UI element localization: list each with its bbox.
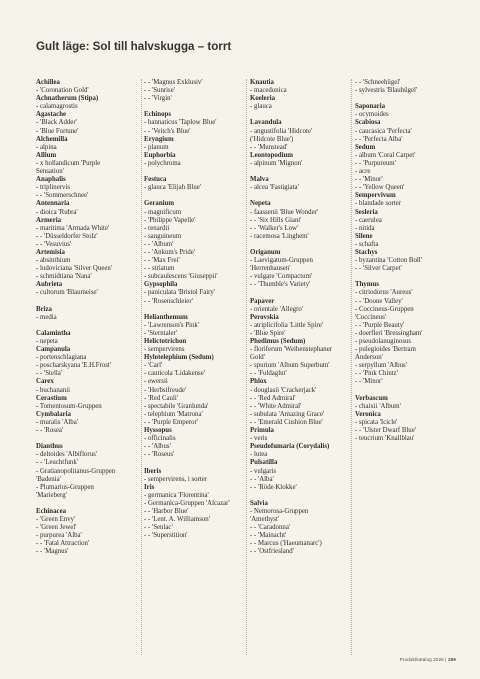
variety-entry: - ludoviciana 'Silver Queen' bbox=[36, 265, 113, 273]
genus-heading: Sedum bbox=[355, 143, 376, 151]
genus-heading: Sempervivum bbox=[355, 192, 396, 200]
variety-entry: 'Badenia' bbox=[36, 475, 61, 483]
page-footer bbox=[400, 657, 456, 662]
variety-entry: - - 'Red Admiral' bbox=[250, 394, 296, 402]
variety-entry: - - 'Lent. A. Williamson' bbox=[144, 516, 210, 524]
variety-entry: - planum bbox=[144, 143, 169, 151]
variety-entry: - alpinum 'Mignon' bbox=[250, 159, 303, 167]
variety-entry: - - 'Pink Chintz' bbox=[355, 370, 398, 378]
genus-heading: Knautia bbox=[250, 79, 274, 86]
variety-entry: - magnificum bbox=[144, 208, 182, 216]
column-3 bbox=[250, 79, 348, 557]
variety-entry: - x hollandicum 'Purple bbox=[36, 159, 101, 167]
variety-entry: - glauca bbox=[250, 103, 272, 111]
variety-entry: 'Coccineus' bbox=[355, 313, 386, 321]
variety-entry: - absinthium bbox=[36, 257, 71, 265]
variety-entry: - - 'Six Hills Giant' bbox=[250, 216, 302, 224]
variety-entry: - - 'Doone Valley' bbox=[355, 297, 403, 305]
genus-heading: Geranium bbox=[144, 200, 175, 208]
column-divider bbox=[351, 79, 352, 655]
variety-entry: - 'Black Adder' bbox=[36, 119, 77, 127]
variety-entry: - - 'Minor' bbox=[355, 176, 383, 184]
variety-entry: - - 'Emerald Cushion Blue' bbox=[250, 418, 323, 426]
variety-entry: - - 'Perfecta Alba' bbox=[355, 135, 403, 143]
variety-entry: - bannaticus 'Taplow Blue' bbox=[144, 119, 217, 127]
footer-separator: | bbox=[445, 657, 447, 662]
variety-entry: - teucrium 'Knallblau' bbox=[355, 435, 415, 443]
variety-entry: - purpurea 'Alba' bbox=[36, 532, 82, 540]
list-spacer bbox=[36, 322, 138, 330]
variety-entry: - - 'Fatal Attraction' bbox=[36, 540, 90, 548]
genus-heading: Campanula bbox=[36, 346, 71, 354]
variety-entry: - sanguineum bbox=[144, 232, 182, 240]
genus-heading: Iris bbox=[144, 483, 155, 491]
variety-entry: 'Amethyst' bbox=[250, 516, 280, 524]
variety-entry: - subcaulescens 'Giuseppii' bbox=[144, 273, 218, 281]
genus-heading: Euphorbia bbox=[144, 151, 176, 159]
variety-entry: - orientale 'Allegro' bbox=[250, 305, 304, 313]
variety-entry: Anderson' bbox=[355, 354, 383, 362]
variety-entry: - Germanica-Gruppen 'Alcazar' bbox=[144, 499, 230, 507]
genus-heading: Iberis bbox=[144, 467, 162, 475]
variety-entry: - - 'Purple Emperor' bbox=[144, 418, 198, 426]
variety-entry: 'Herrenhausen' bbox=[250, 265, 291, 273]
variety-entry: - - 'Yellow Queen' bbox=[355, 184, 405, 192]
column-divider bbox=[246, 79, 247, 655]
list-spacer bbox=[144, 306, 242, 314]
variety-entry: - Gratianopolitanus-Gruppen bbox=[36, 467, 116, 475]
variety-entry: - spicata 'Icicle' bbox=[355, 418, 398, 426]
variety-entry: - - 'Ostfriesland' bbox=[250, 548, 294, 556]
variety-entry: - floriferum 'Weihenstephaner bbox=[250, 346, 333, 354]
genus-heading: Alchemilla bbox=[36, 135, 68, 143]
genus-heading: Stachys bbox=[355, 248, 378, 256]
variety-entry: - racemosa 'Linghem' bbox=[250, 232, 309, 240]
genus-heading: Gypsophila bbox=[144, 281, 178, 289]
variety-entry: - - 'Röde Klokke' bbox=[250, 483, 297, 491]
variety-entry: - - 'Magnus' bbox=[36, 548, 69, 556]
variety-entry: - caerulea bbox=[355, 216, 382, 224]
genus-heading: Helianthemum bbox=[144, 313, 188, 321]
variety-entry: - - 'Vesuvius' bbox=[36, 240, 72, 248]
genus-heading: Carex bbox=[36, 378, 54, 386]
variety-entry: - - 'Albus' bbox=[144, 443, 171, 451]
variety-entry: - 'Coronation Gold' bbox=[36, 87, 89, 95]
variety-entry: - - 'Veitch's Blue' bbox=[144, 127, 191, 135]
variety-entry: - nepeta bbox=[36, 338, 58, 345]
variety-entry: - - 'Sommerschnee' bbox=[36, 192, 89, 200]
variety-entry: Sensation' bbox=[36, 168, 64, 176]
variety-entry: - 'Red Cauli' bbox=[144, 394, 179, 402]
genus-heading: Cerastium bbox=[36, 394, 67, 402]
variety-entry: - sempervirens bbox=[144, 346, 185, 354]
genus-heading: Armeria bbox=[36, 216, 62, 224]
genus-heading: Echinops bbox=[144, 111, 172, 119]
list-spacer bbox=[355, 387, 457, 395]
genus-heading: Antennaria bbox=[36, 200, 70, 208]
page-title: Gult läge: Sol till halvskugga – torrt bbox=[36, 40, 232, 53]
genus-heading: Saponaria bbox=[355, 103, 386, 111]
variety-entry: - maritima 'Armada White' bbox=[36, 224, 110, 232]
variety-entry: - - 'Harbor Blue' bbox=[144, 507, 189, 515]
variety-entry: - - 'Purple Beauty' bbox=[355, 321, 405, 329]
list-spacer bbox=[144, 459, 242, 467]
variety-entry: - - striatum bbox=[144, 265, 175, 273]
variety-entry: - schafta bbox=[355, 240, 379, 248]
variety-entry: - 'Herbstfreude' bbox=[144, 386, 187, 394]
column-2 bbox=[144, 79, 242, 540]
variety-entry: - citriodorus 'Aureus' bbox=[355, 289, 413, 297]
variety-entry: - - 'Fuldaglut' bbox=[250, 370, 287, 378]
variety-entry: - caucasica 'Perfecta' bbox=[355, 127, 412, 135]
genus-heading: Veronica bbox=[355, 410, 381, 418]
variety-entry: - - 'Munstead' bbox=[250, 143, 288, 151]
list-spacer bbox=[36, 435, 138, 443]
variety-entry: - 'Philippe Vapelle' bbox=[144, 216, 196, 224]
variety-entry: - - 'Minor' bbox=[355, 378, 383, 386]
variety-entry: - buchananii bbox=[36, 386, 71, 394]
catalog-label: Produktkatalog 2026 bbox=[399, 657, 444, 662]
variety-entry: - subulata 'Amazing Grace' bbox=[250, 410, 325, 418]
variety-entry: - 'Carl' bbox=[144, 362, 163, 370]
genus-heading: Hyssopus bbox=[144, 427, 172, 435]
variety-entry: - cauticola 'Lidakense' bbox=[144, 370, 205, 378]
genus-heading: Malva bbox=[250, 176, 269, 184]
list-spacer bbox=[250, 111, 348, 119]
list-spacer bbox=[250, 168, 348, 176]
genus-heading: Origanum bbox=[250, 248, 281, 256]
variety-entry: - alpina bbox=[36, 143, 57, 151]
list-spacer bbox=[250, 492, 348, 500]
variety-entry: - spectabile 'Granlunda' bbox=[144, 402, 209, 410]
genus-heading: Achillea bbox=[36, 79, 60, 86]
variety-entry: - muralis 'Alba' bbox=[36, 418, 78, 426]
variety-entry: - portenschlagiana bbox=[36, 354, 87, 362]
genus-heading: Agastache bbox=[36, 111, 67, 119]
variety-entry: - pseudolanuginosus bbox=[355, 338, 412, 345]
list-spacer bbox=[36, 298, 138, 306]
page-number: 269 bbox=[448, 657, 456, 662]
genus-heading: Hylotelephium (Sedum) bbox=[144, 354, 214, 362]
variety-entry: - triplinervis bbox=[36, 184, 71, 192]
variety-entry: - - 'Magnus Exklusiv' bbox=[144, 79, 203, 86]
variety-entry: - 'Green Jewel' bbox=[36, 524, 77, 532]
variety-entry: - alcea 'Fastigiata' bbox=[250, 184, 299, 192]
variety-entry: - Tomentosum-Gruppen bbox=[36, 402, 102, 410]
genus-heading: Phlox bbox=[250, 378, 267, 386]
variety-entry: - lutea bbox=[250, 451, 268, 459]
genus-heading: Aubrieta bbox=[36, 281, 63, 289]
genus-heading: Salvia bbox=[250, 499, 268, 507]
column-1 bbox=[36, 79, 138, 557]
variety-entry: - vulgare 'Compactum' bbox=[250, 273, 313, 281]
variety-entry: - - 'Rosenschleier' bbox=[144, 297, 193, 305]
variety-entry: - - 'Ankum's Pride' bbox=[144, 248, 196, 256]
variety-entry: - - 'White Admiral' bbox=[250, 402, 302, 410]
genus-heading: Allium bbox=[36, 151, 57, 159]
variety-entry: - polychroma bbox=[144, 159, 181, 167]
variety-entry: - - 'Caradonna' bbox=[250, 524, 291, 532]
variety-entry: - macedonica bbox=[250, 87, 287, 95]
variety-entry: - - 'Walker's Low' bbox=[250, 224, 299, 232]
column-divider bbox=[141, 79, 142, 655]
genus-heading: Cymbalaria bbox=[36, 410, 71, 418]
variety-entry: - dioica 'Rubra' bbox=[36, 208, 78, 216]
variety-entry: - - 'Max Frei' bbox=[144, 257, 180, 265]
list-spacer bbox=[355, 273, 457, 281]
variety-entry: - officinalis bbox=[144, 435, 176, 443]
variety-entry: - glauca 'Elijah Blue' bbox=[144, 184, 202, 192]
variety-entry: - faassenii 'Blue Wonder' bbox=[250, 208, 319, 216]
variety-entry: - telephium 'Matrona' bbox=[144, 410, 203, 418]
variety-entry: - ocymoides bbox=[355, 111, 389, 119]
variety-entry: - Coccineus-Gruppen bbox=[355, 305, 414, 313]
variety-entry: - - 'Virgin' bbox=[144, 95, 172, 103]
list-spacer bbox=[144, 192, 242, 200]
column-4 bbox=[355, 79, 457, 443]
genus-heading: Achnatherum (Stipa) bbox=[36, 95, 99, 103]
genus-heading: Lavandula bbox=[250, 119, 282, 127]
variety-entry: - doerfleri 'Bressingham' bbox=[355, 329, 423, 337]
genus-heading: Koeleria bbox=[250, 95, 276, 103]
genus-heading: Helictotrichon bbox=[144, 338, 187, 345]
variety-entry: - 'Sterntaler' bbox=[144, 329, 178, 337]
variety-entry: - - 'Purpureum' bbox=[355, 159, 396, 167]
variety-entry: - veris bbox=[250, 435, 268, 443]
variety-entry: - ewersii bbox=[144, 378, 168, 386]
genus-heading: Perovskia bbox=[250, 313, 279, 321]
variety-entry: - album 'Coral Carpet' bbox=[355, 151, 416, 159]
variety-entry: 'Marieberg' bbox=[36, 491, 67, 499]
list-spacer bbox=[250, 241, 348, 249]
variety-entry: - - 'Leuchtfunk' bbox=[36, 459, 78, 467]
variety-entry: - pulegioides 'Bertram bbox=[355, 346, 416, 354]
genus-heading: Dianthus bbox=[36, 443, 63, 451]
variety-entry: - serpyllum 'Albus' bbox=[355, 362, 407, 370]
variety-entry: ('Hidcote Blue') bbox=[250, 135, 294, 143]
variety-entry: - Laevigatum-Gruppen bbox=[250, 257, 313, 265]
variety-entry: - deltoides 'Albiflorus' bbox=[36, 451, 98, 459]
variety-entry: - - 'Rosea' bbox=[36, 427, 64, 435]
variety-entry: - - 'Senlac' bbox=[144, 524, 173, 532]
variety-entry: - - 'Ulster Dwarf Blue' bbox=[355, 427, 416, 435]
variety-entry: - cultorum 'Blaumeise' bbox=[36, 289, 98, 297]
genus-heading: Leontopodium bbox=[250, 151, 293, 159]
variety-entry: - - 'Mainacht' bbox=[250, 532, 287, 540]
variety-entry: - paniculata 'Bristol Fairy' bbox=[144, 289, 216, 297]
genus-heading: Festuca bbox=[144, 176, 167, 184]
variety-entry: - schmidtiana 'Nana' bbox=[36, 273, 92, 281]
genus-heading: Eryngium bbox=[144, 135, 174, 143]
genus-heading: Phedimus (Sedum) bbox=[250, 338, 306, 345]
genus-heading: Verbascum bbox=[355, 394, 388, 402]
variety-entry: - 'Blue Fortune' bbox=[36, 127, 79, 135]
variety-entry: Gold' bbox=[250, 354, 265, 362]
variety-entry: - angustifolia 'Hidcote' bbox=[250, 127, 313, 135]
variety-entry: - poscharskyana 'E.H.Frost' bbox=[36, 362, 112, 370]
variety-entry: - acre bbox=[355, 168, 371, 176]
variety-entry: - - 'Alba' bbox=[250, 475, 274, 483]
genus-heading: Nepeta bbox=[250, 200, 271, 208]
variety-entry: - byzantina 'Cotton Boll' bbox=[355, 257, 422, 265]
variety-entry: - renardii bbox=[144, 224, 170, 232]
genus-heading: Artemisia bbox=[36, 248, 65, 256]
genus-heading: Pseudofumaria (Corydalis) bbox=[250, 443, 330, 451]
genus-heading: Papaver bbox=[250, 297, 275, 305]
list-spacer bbox=[250, 289, 348, 297]
list-spacer bbox=[355, 95, 457, 103]
genus-heading: Scabiosa bbox=[355, 119, 381, 127]
variety-entry: - - 'Album' bbox=[144, 240, 174, 248]
list-spacer bbox=[250, 192, 348, 200]
list-spacer bbox=[36, 500, 138, 508]
variety-entry: - media bbox=[36, 313, 57, 321]
list-spacer bbox=[144, 168, 242, 176]
genus-heading: Calamintha bbox=[36, 329, 71, 337]
variety-entry: - 'Blue Spire' bbox=[250, 329, 286, 337]
variety-entry: - douglasii 'Crackerjack' bbox=[250, 386, 317, 394]
list-spacer bbox=[144, 103, 242, 111]
variety-entry: - - 'Thumble's Variety' bbox=[250, 281, 311, 289]
genus-heading: Briza bbox=[36, 305, 52, 313]
genus-heading: Pulsatilla bbox=[250, 459, 278, 467]
variety-entry: - - 'Silver Carpet' bbox=[355, 265, 402, 273]
variety-entry: - Nemorosa-Gruppen bbox=[250, 507, 309, 515]
variety-entry: - vulgaris bbox=[250, 467, 277, 475]
variety-entry: - - 'Sunrise' bbox=[144, 87, 175, 95]
genus-heading: Echinacea bbox=[36, 507, 67, 515]
variety-entry: - blandade sorter bbox=[355, 200, 401, 208]
genus-heading: Primula bbox=[250, 427, 274, 435]
genus-heading: Anaphalis bbox=[36, 176, 66, 184]
genus-heading: Thymus bbox=[355, 281, 379, 289]
variety-entry: - chaixii 'Album' bbox=[355, 402, 401, 410]
variety-entry: - atriplicifolia 'Little Spire' bbox=[250, 321, 323, 329]
variety-entry: - - 'Roseus' bbox=[144, 451, 175, 459]
variety-entry: - germanica 'Florentina' bbox=[144, 491, 209, 499]
variety-entry: - 'Lawrenson's Pink' bbox=[144, 321, 200, 329]
variety-entry: - 'Green Envy' bbox=[36, 516, 76, 524]
variety-entry: - Plumarius-Gruppen bbox=[36, 483, 94, 491]
genus-heading: Silene bbox=[355, 232, 373, 240]
variety-entry: - sylvestris 'Blauhügel' bbox=[355, 87, 418, 95]
variety-entry: - - 'Düsseldorfer Stolz' bbox=[36, 232, 98, 240]
variety-entry: - - 'Schneehügel' bbox=[355, 79, 401, 86]
variety-entry: - calamagrostis bbox=[36, 103, 78, 111]
variety-entry: - sempervirens, i sorter bbox=[144, 475, 208, 483]
variety-entry: - - 'Stella' bbox=[36, 370, 63, 378]
variety-entry: - - 'Superstition' bbox=[144, 532, 188, 540]
variety-entry: - spurium 'Album Superbum' bbox=[250, 362, 330, 370]
variety-entry: - - Marcus ('Haeumanarc') bbox=[250, 540, 322, 548]
variety-entry: - nitida bbox=[355, 224, 375, 232]
genus-heading: Sesleria bbox=[355, 208, 378, 216]
